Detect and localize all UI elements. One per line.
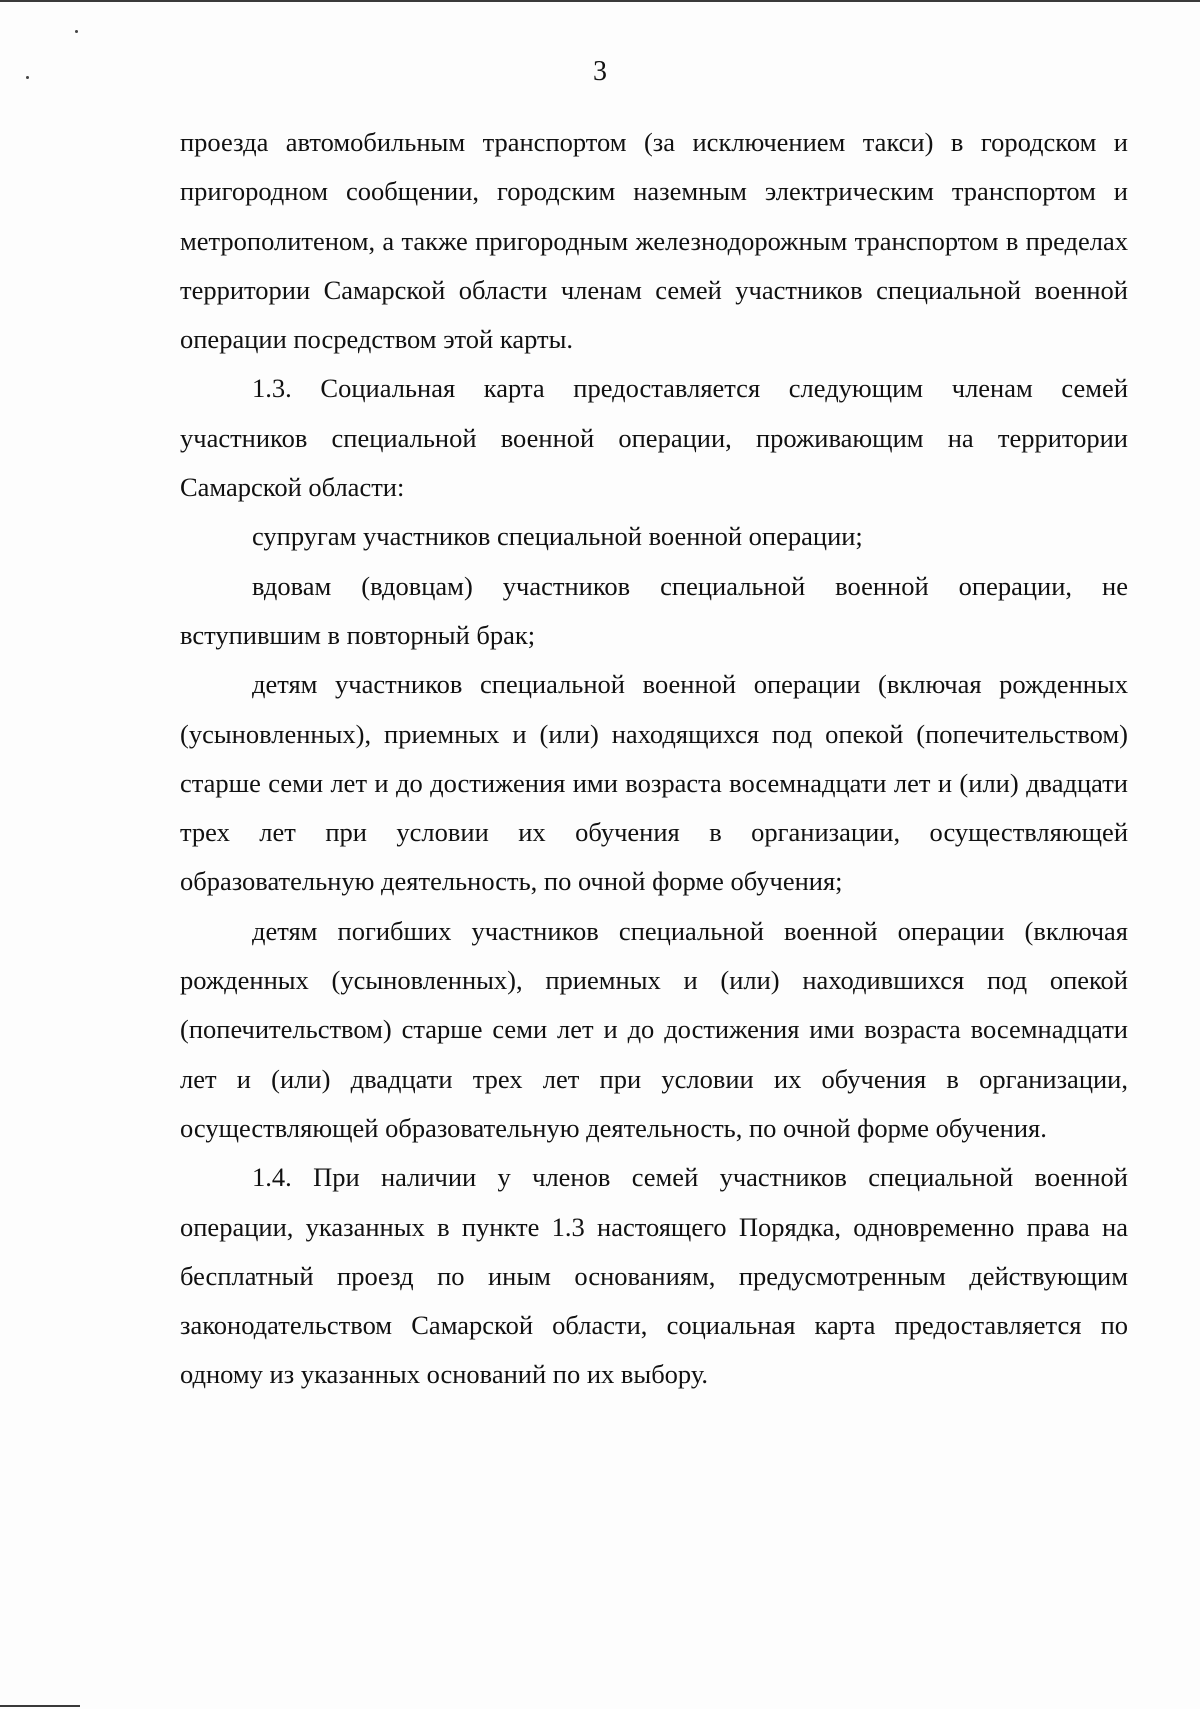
page-number: 3 [593,56,607,87]
scan-edge-bottom [0,1705,80,1707]
list-item: супругам участников специальной военной операции; [252,521,863,552]
list-item: вдовам (вдовцам) участников специальной военной операции, не вступившим в повторный брак; [180,570,1128,650]
list-item: детям погибших участников специальной военной операции (включая рожденных (усыновленных), приемных и (или) находившихся под опекой (попечительством) старше семи лет и до достижения ими возраста восемнадцати лет и (или) двадцати трех лет при условии их обучения в организации, осуществляющей образовательную деятельность, по очной форме обучения. [180,915,1128,1143]
scan-edge-top [0,0,1200,2]
document-body [180,118,1128,1400]
scan-speck [75,30,78,33]
paragraph-1-4: 1.4. При наличии у членов семей участников специальной военной операции, указанных в пункте 1.3 настоящего Порядка, одновременно права на бесплатный проезд по иным основаниям, предусмотренным действующим законодательством Самарской области, социальная карта предоставляется по одному из указанных оснований по их выбору. [180,1162,1128,1390]
paragraph: проезда автомобильным транспортом (за исключением такси) в городском и пригородном сообщении, городским наземным электрическим транспортом и метрополитеном, а также пригородным железнодорожным транспортом в пределах территории Самарской области членам семей участников специальной военной операции посредством этой карты. [180,127,1128,355]
list-item: детям участников специальной военной операции (включая рожденных (усыновленных), приемных и (или) находящихся под опекой (попечительством) старше семи лет и до достижения ими возраста восемнадцати лет и (или) двадцати трех лет при условии их обучения в организации, осуществляющей образовательную деятельность, по очной форме обучения; [180,669,1128,897]
paragraph-1-3: 1.3. Социальная карта предоставляется следующим членам семей участников специальной военной операции, проживающим на территории Самарской области: [180,373,1128,503]
